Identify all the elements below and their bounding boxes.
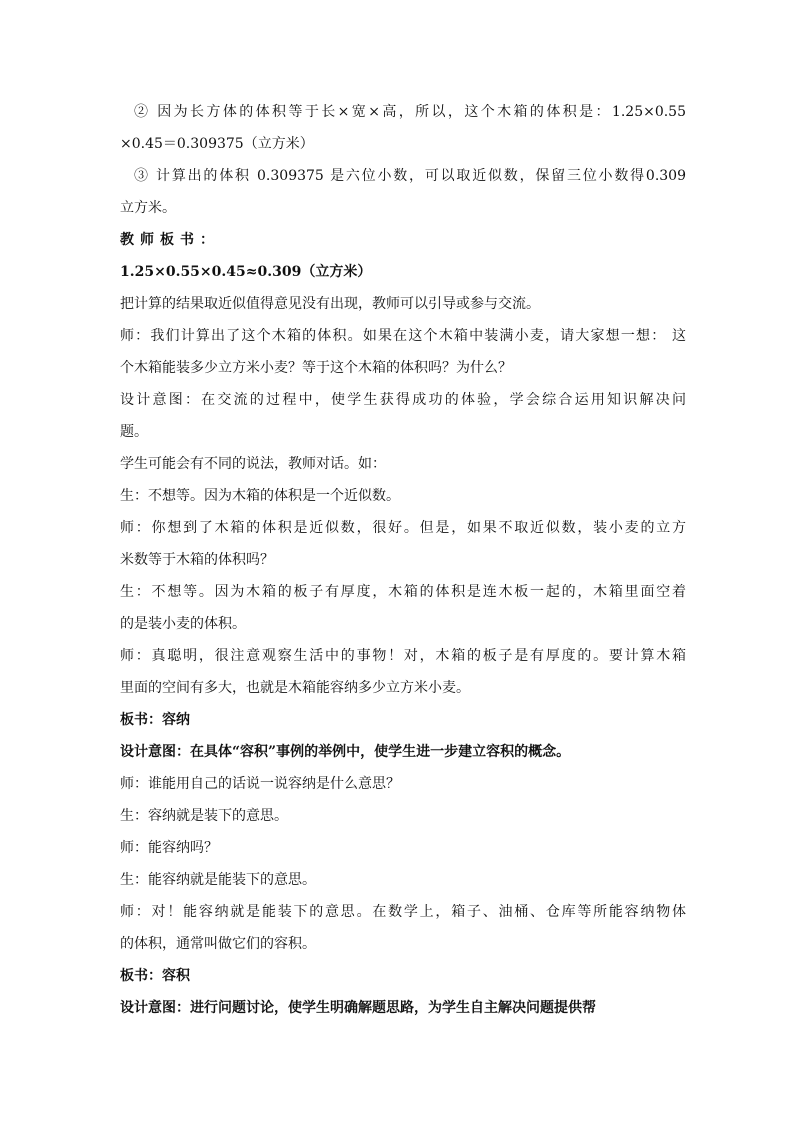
board-volume-capacity-heading: 板书：容积	[120, 968, 190, 984]
student-answer-4: 生：能容纳就是能装下的意思。	[120, 872, 316, 888]
student-answer-2: 生：不想等。因为木箱的板子有厚度，木箱的体积是连木板一起的，木箱里面空着	[120, 584, 686, 600]
teacher-board-heading: 教师板书：	[120, 232, 220, 248]
design-intent-1: 设计意图：在交流的过程中，使学生获得成功的体验，学会综合运用知识解决问	[120, 392, 686, 408]
teacher-question-1: 师：我们计算出了这个木箱的体积。如果在这个木箱中装满小麦，请大家想一想： 这	[120, 328, 686, 344]
document-body	[120, 96, 686, 1024]
teacher-question-2-continuation: 米数等于木箱的体积吗？	[120, 552, 274, 568]
design-intent-1-continuation: 题。	[120, 424, 148, 440]
paragraph-approximation: 把计算的结果取近似值得意见没有出现，教师可以引导或参与交流。	[120, 296, 540, 312]
student-answer-1: 生：不想等。因为木箱的体积是一个近似数。	[120, 488, 400, 504]
teacher-question-2: 师：你想到了木箱的体积是近似数，很好。但是，如果不取近似数，装小麦的立方	[120, 520, 686, 536]
board-capacity-heading: 板书：容纳	[120, 712, 190, 728]
step-2-continuation: ×0.45＝0.309375（立方米）	[120, 136, 314, 152]
design-intent-3: 设计意图：进行问题讨论，使学生明确解题思路，为学生自主解决问题提供帮	[120, 1000, 596, 1016]
student-answer-3: 生：容纳就是装下的意思。	[120, 808, 288, 824]
step-3-continuation: 立方米。	[120, 200, 176, 216]
teacher-question-1-continuation: 个木箱能装多少立方米小麦？等于这个木箱的体积吗？为什么？	[120, 360, 512, 376]
teacher-comment: 师：真聪明，很注意观察生活中的事物！对，木箱的板子是有厚度的。要计算木箱	[120, 648, 686, 664]
teacher-comment-continuation: 里面的空间有多大，也就是木箱能容纳多少立方米小麦。	[120, 680, 470, 696]
design-intent-2: 设计意图：在具体“容积”事例的举例中，使学生进一步建立容积的概念。	[120, 744, 571, 760]
student-dialogue-intro: 学生可能会有不同的说法，教师对话。如：	[120, 456, 386, 472]
student-answer-2-continuation: 的是装小麦的体积。	[120, 616, 246, 632]
step-3-line: ③ 计算出的体积 0.309375 是六位小数，可以取近似数，保留三位小数得0.309	[134, 168, 686, 184]
teacher-definition: 师：对！能容纳就是能装下的意思。在数学上，箱子、油桶、仓库等所能容纳物体	[120, 904, 686, 920]
teacher-question-3: 师：谁能用自己的话说一说容纳是什么意思？	[120, 776, 400, 792]
board-formula: 1.25×0.55×0.45≈0.309（立方米）	[120, 264, 372, 280]
teacher-definition-continuation: 的体积，通常叫做它们的容积。	[120, 936, 316, 952]
step-2-line: ② 因为长方体的体积等于长×宽×高，所以，这个木箱的体积是：1.25×0.55	[134, 104, 686, 120]
teacher-question-4: 师：能容纳吗？	[120, 840, 218, 856]
